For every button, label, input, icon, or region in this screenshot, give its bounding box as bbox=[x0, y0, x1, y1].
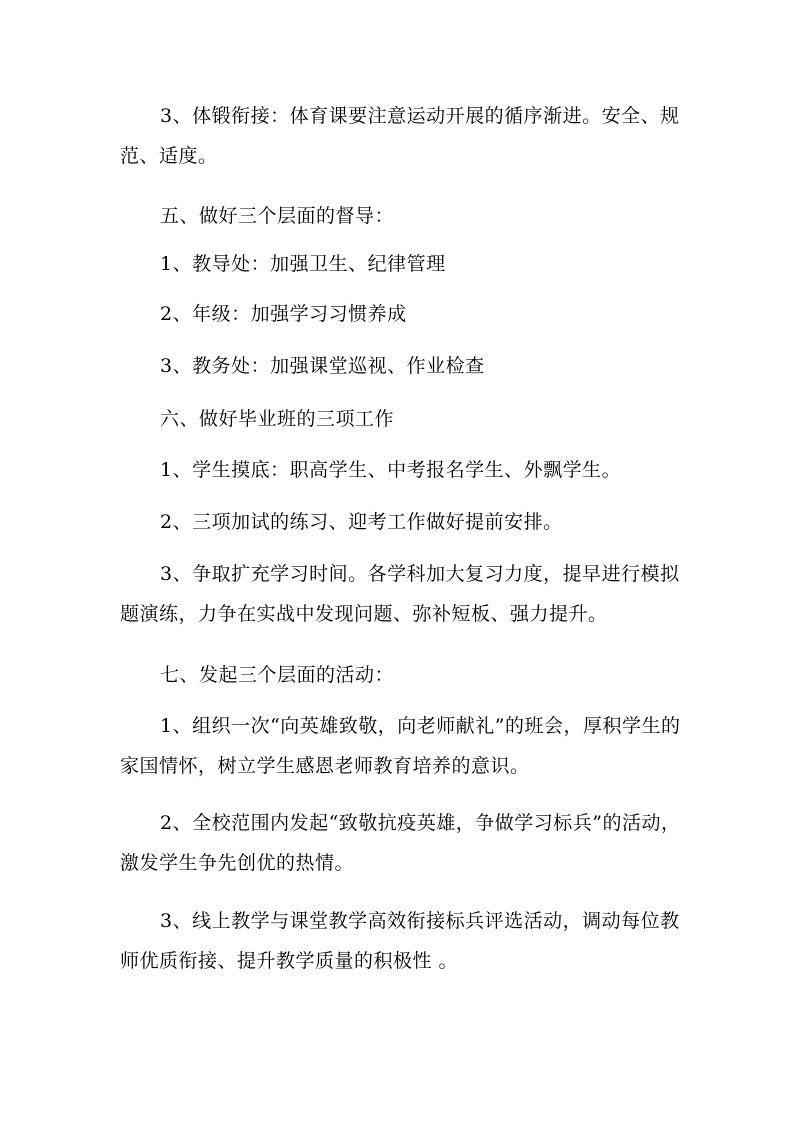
list-item-extra-tests: 2、三项加试的练习、迎考工作做好提前安排。 bbox=[160, 511, 563, 533]
list-item-class-meeting: 1、组织一次“向英雄致敬，向老师献礼”的班会，厚积学生的家国情怀，树立学生感恩老师教育培养的意识。 bbox=[120, 715, 681, 777]
list-item-academic-affairs: 3、教务处：加强课堂巡视、作业检查 bbox=[160, 355, 485, 377]
list-item-grade: 2、年级：加强学习习惯养成 bbox=[160, 303, 407, 325]
heading-section-seven: 七、发起三个层面的活动： bbox=[160, 664, 395, 686]
list-item-teacher-award: 3、线上教学与课堂教学高效衔接标兵评选活动，调动每位教师优质衔接、提升教学质量的积极性 。 bbox=[120, 910, 680, 972]
list-item-student-survey: 1、学生摸底：职高学生、中考报名学生、外飘学生。 bbox=[160, 459, 622, 481]
heading-section-six: 六、做好毕业班的三项工作 bbox=[160, 408, 395, 430]
list-item-school-activity: 2、全校范围内发起“致敬抗疫英雄，争做学习标兵”的活动，激发学生争先创优的热情。 bbox=[120, 812, 681, 874]
list-item-teaching-office: 1、教导处：加强卫生、纪律管理 bbox=[160, 253, 446, 275]
heading-section-five: 五、做好三个层面的督导： bbox=[160, 205, 395, 227]
list-item-study-time: 3、争取扩充学习时间。各学科加大复习力度，提早进行模拟题演练，力争在实战中发现问题、弥补短板、强力提升。 bbox=[120, 563, 680, 625]
paragraph-pe-connection: 3、体锻衔接：体育课要注意运动开展的循序渐进。安全、规范、适度。 bbox=[120, 105, 680, 167]
